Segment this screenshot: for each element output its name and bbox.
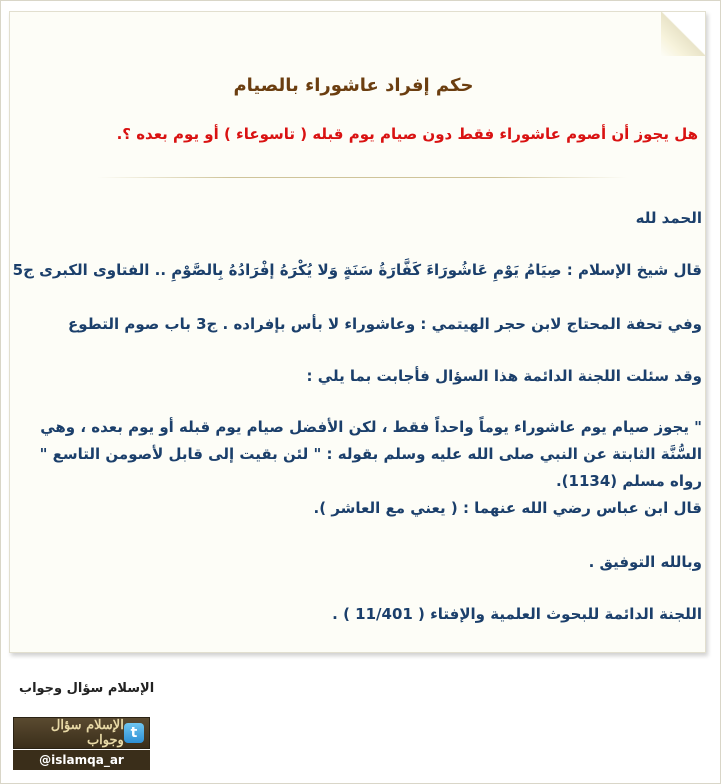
answer-closing: وبالله التوفيق . bbox=[588, 553, 702, 571]
fatwa-title: حكم إفراد عاشوراء بالصيام bbox=[233, 75, 474, 96]
site-logo: الإسلام سؤال وجواب bbox=[50, 718, 124, 748]
answer-praise: الحمد لله bbox=[635, 209, 702, 227]
site-signature: الإسلام سؤال وجواب bbox=[19, 681, 155, 696]
answer-reference: اللجنة الدائمة للبحوث العلمية والإفتاء ( 11/401 ) . bbox=[332, 605, 702, 623]
twitter-handle[interactable]: @islamqa_ar bbox=[13, 750, 150, 770]
answer-paragraph-tuhfa: وفي تحفة المحتاج لابن حجر الهيتمي : وعاشوراء لا بأس بإفراده . ج3 باب صوم التطوع bbox=[68, 315, 702, 333]
answer-paragraph-committee-fatwa: " يجوز صيام يوم عاشوراء يوماً واحداً فقط ، لكن الأفضل صيام يوم قبله أو يوم بعده ، وهي السُّنَّة الثابتة عن النبي صلى الله عليه وسلم بقوله : " لئن بقيت إلى قابل لأصومن التاسع " رواه مسلم (1134). bbox=[39, 418, 702, 490]
twitter-badge[interactable] bbox=[13, 717, 150, 770]
badge-header bbox=[13, 717, 150, 749]
divider bbox=[97, 177, 627, 178]
page-curl-decoration bbox=[661, 12, 705, 56]
twitter-icon[interactable]: t bbox=[124, 723, 144, 743]
answer-paragraph-ibn-taymiyyah: قال شيخ الإسلام : صِيَامُ يَوْمِ عَاشُورَاءَ كَفَّارَةُ سَنَةٍ وَلا يُكْرَهُ إفْرَادُهُ بِالصَّوْمِ .. الفتاوى الكبرى ج5 bbox=[12, 261, 702, 279]
answer-paragraph-committee-intro: وقد سئلت اللجنة الدائمة هذا السؤال فأجابت بما يلي : bbox=[306, 367, 702, 385]
answer-paragraph-ibn-abbas: قال ابن عباس رضي الله عنهما : ( يعني مع العاشر ). bbox=[313, 499, 702, 517]
fatwa-question: هل يجوز أن أصوم عاشوراء فقط دون صيام يوم قبله ( تاسوعاء ) أو يوم بعده ؟. bbox=[116, 125, 698, 143]
